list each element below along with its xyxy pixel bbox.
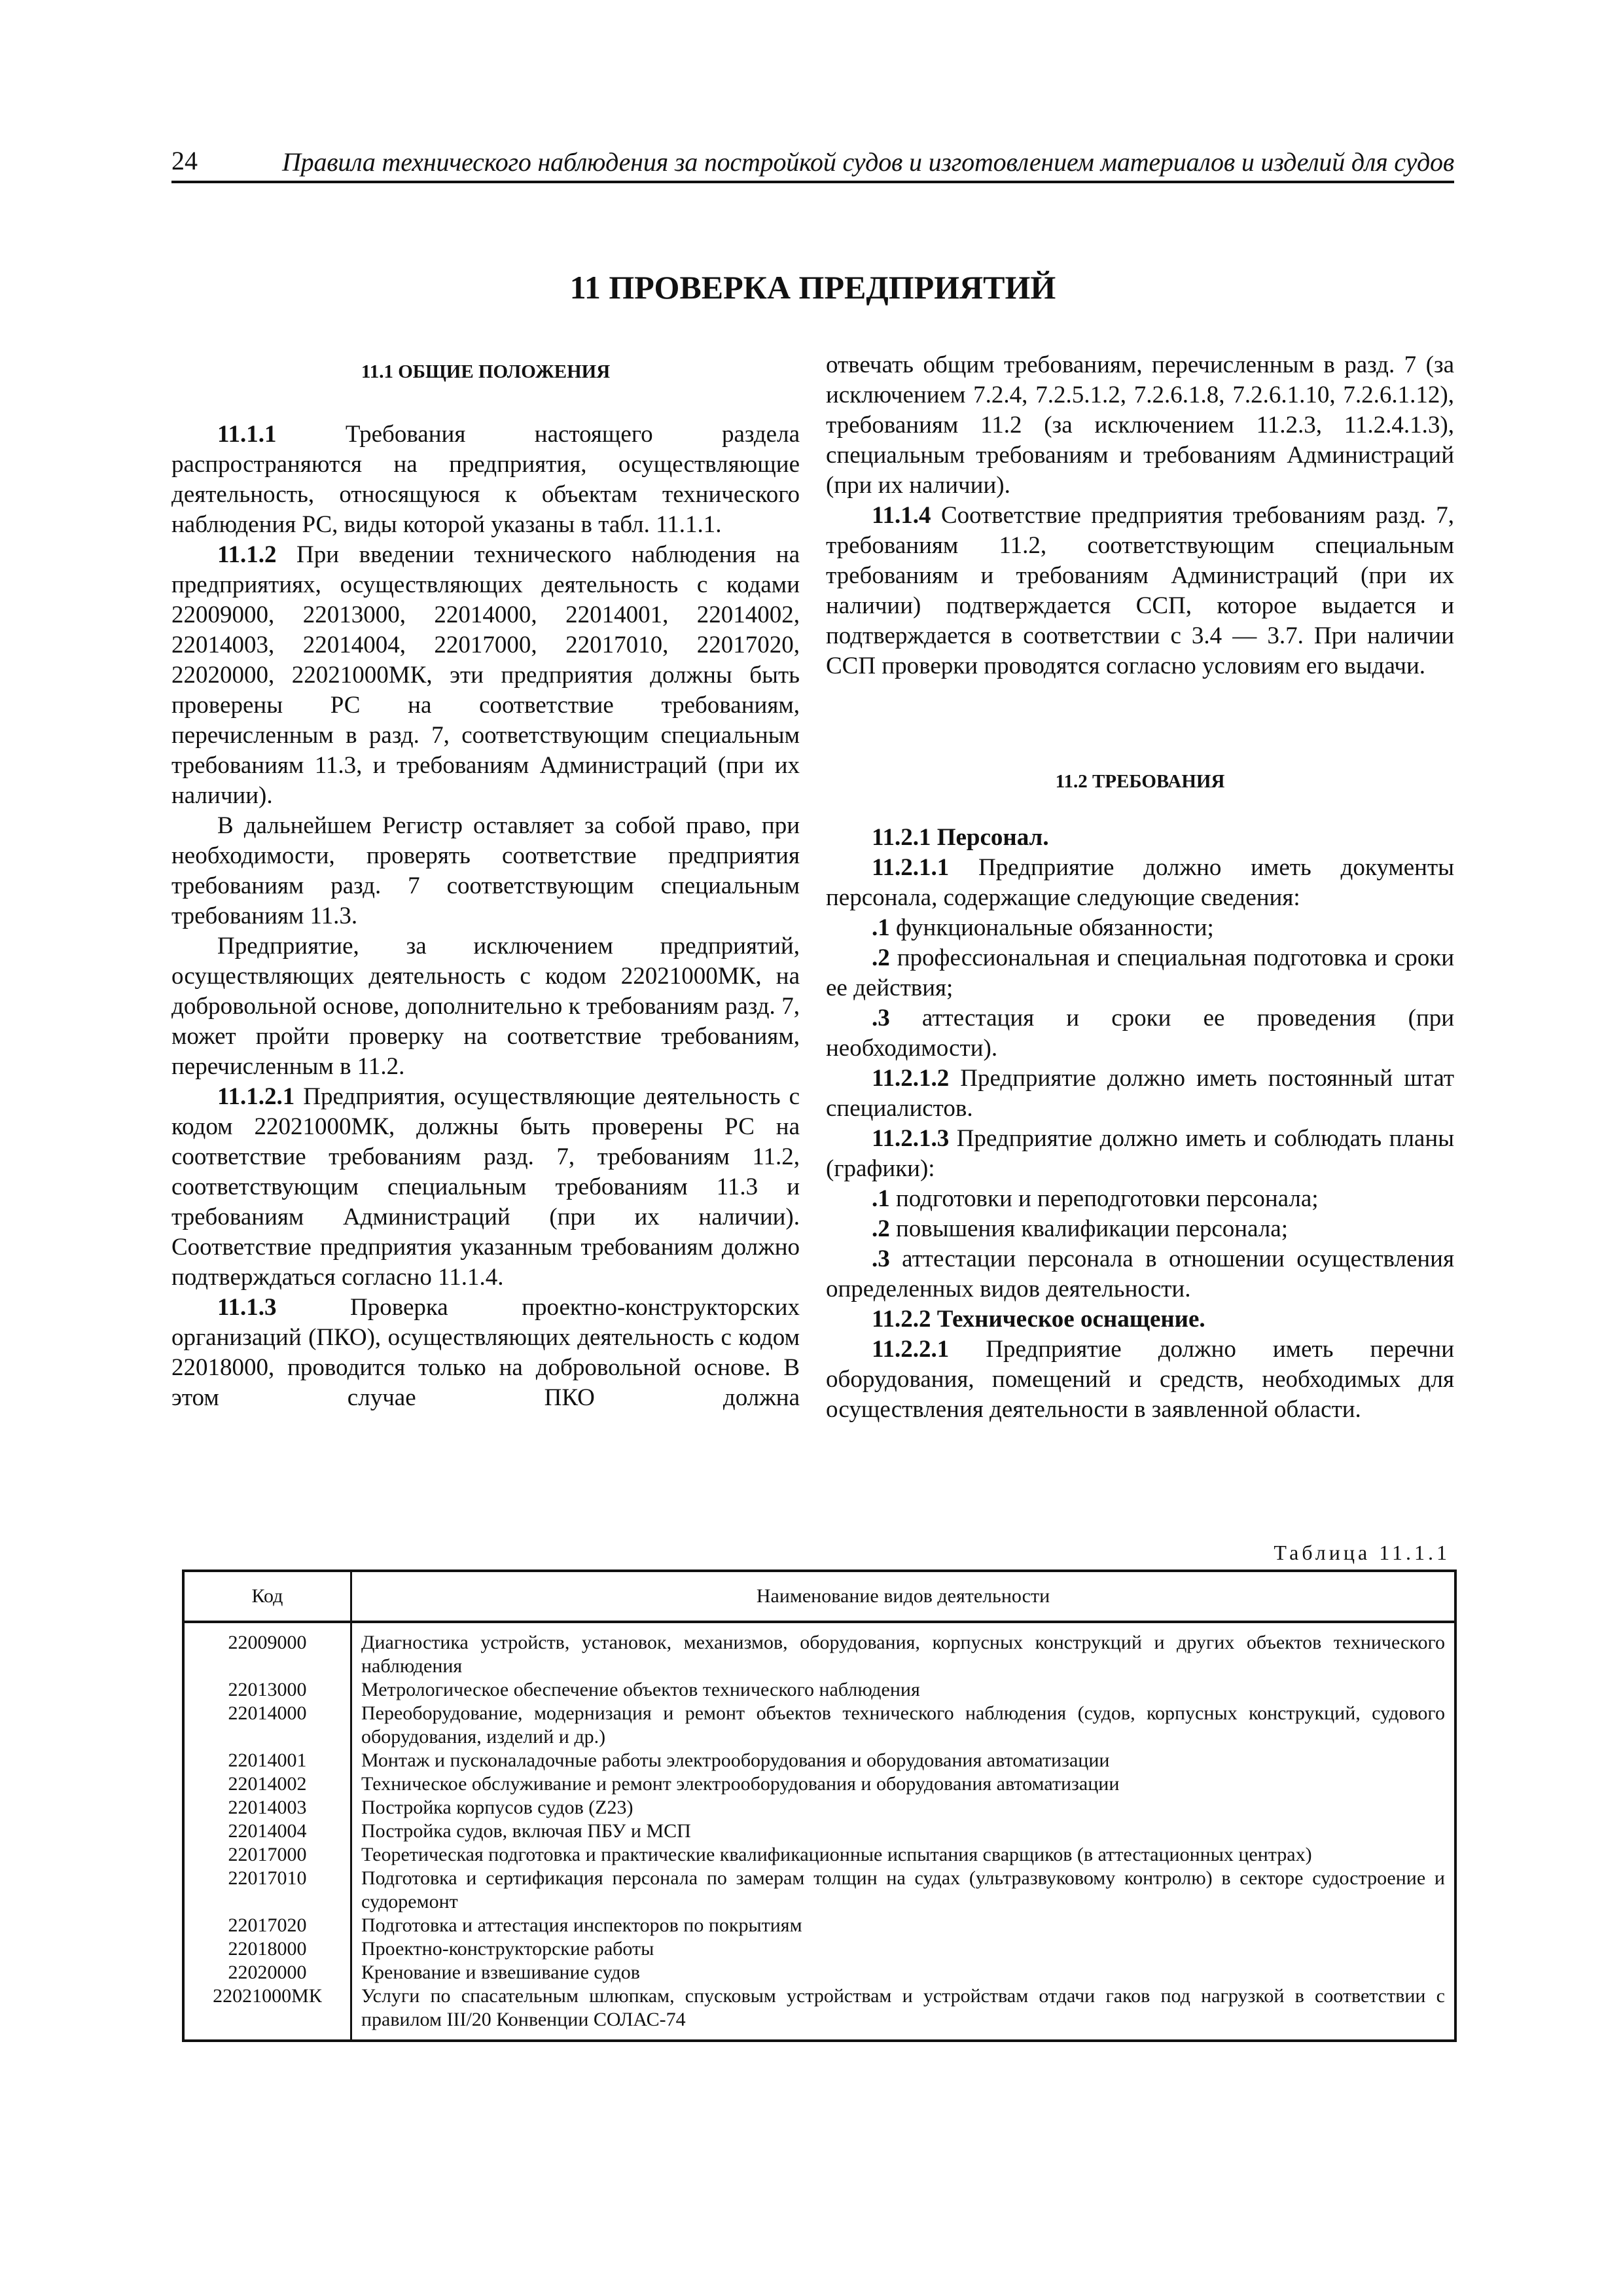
activity-code: 22014000 bbox=[183, 1702, 351, 1749]
activity-name: Подготовка и аттестация инспекторов по покрытиям bbox=[361, 1914, 802, 1936]
activity-name: Постройка судов, включая ПБУ и МСП bbox=[361, 1820, 691, 1842]
list-number: .1 bbox=[872, 914, 890, 941]
clause-number: 11.2.2.1 bbox=[872, 1336, 950, 1363]
list-number: .2 bbox=[872, 1215, 890, 1242]
paragraph-voluntary-check: Предприятие, за исключением предприятий, осуществляющих деятельность с кодом 22021000МК, на добровольной основе, дополнительно к требованиям разд. 7, может пройти проверку на соответствие требованиям, перечисленным в 11.2. bbox=[171, 933, 800, 1080]
activity-code: 22014003 bbox=[183, 1796, 351, 1820]
clause-number: 11.1.2 bbox=[217, 541, 277, 568]
activity-code: 22018000 bbox=[183, 1937, 351, 1961]
list-item bbox=[826, 1214, 1454, 1244]
list-item bbox=[826, 1003, 1454, 1064]
right-column bbox=[826, 350, 1454, 1425]
paragraph-11-1-4 bbox=[826, 501, 1454, 681]
activity-codes-table bbox=[182, 1570, 1457, 2042]
paragraph-register-right: В дальнейшем Регистр оставляет за собой право, при необходимости, проверять соответствие предприятия требованиям разд. 7 соответствующим специальным требованиям 11.3. bbox=[171, 812, 800, 929]
heading-personnel: 11.2.1 Персонал. bbox=[872, 824, 1049, 851]
table-row bbox=[183, 1984, 1455, 2041]
activity-code: 22014001 bbox=[183, 1749, 351, 1772]
table-row bbox=[183, 1937, 1455, 1961]
clause-text: Предприятие должно иметь документы персонала, содержащие следующие сведения: bbox=[826, 854, 1454, 911]
clause-text: Предприятие должно иметь перечни оборудования, помещений и средств, необходимых для осуществления деятельности в заявленной области. bbox=[826, 1336, 1454, 1423]
heading-technical-equipment: 11.2.2 Техническое оснащение. bbox=[872, 1306, 1205, 1333]
list-number: .2 bbox=[872, 944, 890, 971]
list-text: аттестация и сроки ее проведения (при необходимости). bbox=[826, 1005, 1454, 1062]
clause-number: 11.2.1.1 bbox=[872, 854, 950, 881]
activity-name: Теоретическая подготовка и практические квалификационные испытания сварщиков (в аттестационных центрах) bbox=[361, 1844, 1312, 1865]
paragraph-11-1-2-1 bbox=[171, 1082, 800, 1293]
subsection-title-general: 11.1 ОБЩИЕ ПОЛОЖЕНИЯ bbox=[361, 361, 611, 382]
paragraph-11-2-1-1 bbox=[826, 853, 1454, 913]
table-row bbox=[183, 1843, 1455, 1867]
list-item bbox=[826, 1244, 1454, 1304]
clause-number: 11.1.3 bbox=[217, 1294, 277, 1321]
table-caption: Таблица 11.1.1 bbox=[1274, 1541, 1450, 1564]
activity-name: Постройка корпусов судов (Z23) bbox=[361, 1797, 633, 1818]
activity-name: Техническое обслуживание и ремонт электрооборудования и оборудования автоматизации bbox=[361, 1773, 1120, 1795]
clause-text: При введении технического наблюдения на предприятиях, осуществляющих деятельность с кодами 22009000, 22013000, 22014000, 22014001, 22014002, 22014003, 22014004, 22017000, 22017010, 22017020, 22020000, 22021000МК, эти предприятия должны быть проверены РС на соответствие требованиям, перечисленным в разд. 7, соответствующим специальным требованиям 11.3, и требованиям Администраций (при их наличии). bbox=[171, 541, 800, 809]
activity-name: Монтаж и пусконаладочные работы электрооборудования и оборудования автоматизации bbox=[361, 1749, 1110, 1771]
activity-code: 22020000 bbox=[183, 1961, 351, 1984]
page-number: 24 bbox=[171, 146, 198, 175]
activity-code: 22017020 bbox=[183, 1914, 351, 1937]
list-item bbox=[826, 1184, 1454, 1214]
activity-name: Услуги по спасательным шлюпкам, спусковым устройствам и устройствам отдачи гаков под нагрузкой в соответствии с правилом III/20 Конвенции СОЛАС-74 bbox=[361, 1985, 1445, 2030]
table-row bbox=[183, 1867, 1455, 1914]
page-header bbox=[171, 145, 1454, 183]
clause-number: 11.2.1.2 bbox=[872, 1065, 950, 1092]
paragraph-11-1-3 bbox=[171, 1293, 800, 1413]
column-header-code: Код bbox=[183, 1571, 351, 1622]
paragraph-11-2-1-3 bbox=[826, 1124, 1454, 1184]
clause-text: Проверка проектно-конструкторских организаций (ПКО), осуществляющих деятельность с кодом 22018000, проводится только на добровольной основе. В этом случае ПКО должна bbox=[171, 1294, 800, 1411]
paragraph-11-2-1-2 bbox=[826, 1064, 1454, 1124]
activity-code: 22014004 bbox=[183, 1820, 351, 1843]
clause-number: 11.1.4 bbox=[872, 502, 931, 529]
list-number: .3 bbox=[872, 1005, 890, 1031]
paragraph-11-2-2-1 bbox=[826, 1335, 1454, 1425]
activity-code: 22017000 bbox=[183, 1843, 351, 1867]
clause-text: Соответствие предприятия требованиям разд. 7, требованиям 11.2, соответствующим специальным требованиям и требованиям Администраций (при их наличии) подтверждается ССП, которое выдается и подтверждается в соответствии с 3.4 — 3.7. При наличии ССП проверки проводятся согласно условиям его выдачи. bbox=[826, 502, 1454, 679]
list-item bbox=[826, 913, 1454, 943]
clause-number: 11.1.1 bbox=[217, 421, 277, 448]
table-row bbox=[183, 1914, 1455, 1937]
activity-name: Подготовка и сертификация персонала по замерам толщин на судах (ультразвуковому контролю) в секторе судостроение и судоремонт bbox=[361, 1867, 1445, 1912]
clause-number: 11.2.1.3 bbox=[872, 1125, 950, 1152]
list-number: .3 bbox=[872, 1246, 890, 1272]
clause-text: Предприятие должно иметь и соблюдать планы (графики): bbox=[826, 1125, 1454, 1182]
activity-code: 22009000 bbox=[183, 1622, 351, 1678]
table-row bbox=[183, 1796, 1455, 1820]
table-row bbox=[183, 1749, 1455, 1772]
subsection-title-requirements: 11.2 ТРЕБОВАНИЯ bbox=[1055, 771, 1225, 792]
list-text: подготовки и переподготовки персонала; bbox=[889, 1185, 1319, 1212]
paragraph-11-1-3-continued: отвечать общим требованиям, перечисленным в разд. 7 (за исключением 7.2.4, 7.2.5.1.2, 7.2.6.1.8, 7.2.6.1.10, 7.2.6.1.12), требованиям 11.2 (за исключением 11.2.3, 11.2.4.1.3), специальным требованиям и требованиям Администраций (при их наличии). bbox=[826, 351, 1454, 499]
activity-name: Диагностика устройств, установок, механизмов, оборудования, корпусных конструкций и других объектов технического наблюдения bbox=[361, 1632, 1445, 1677]
list-item bbox=[826, 943, 1454, 1003]
list-text: аттестации персонала в отношении осуществления определенных видов деятельности. bbox=[826, 1246, 1454, 1302]
section-title: 11 ПРОВЕРКА ПРЕДПРИЯТИЙ bbox=[569, 269, 1056, 306]
activity-code: 22021000МК bbox=[183, 1984, 351, 2041]
activity-name: Метрологическое обеспечение объектов технического наблюдения bbox=[361, 1679, 920, 1700]
table-row bbox=[183, 1622, 1455, 1678]
clause-text: Предприятие должно иметь постоянный штат специалистов. bbox=[826, 1065, 1454, 1122]
left-column bbox=[171, 350, 800, 1413]
activity-code: 22013000 bbox=[183, 1678, 351, 1702]
table-row bbox=[183, 1961, 1455, 1984]
table-row bbox=[183, 1820, 1455, 1843]
paragraph-11-1-1 bbox=[171, 420, 800, 540]
activity-name: Проектно-конструкторские работы bbox=[361, 1938, 654, 1960]
table-header-row bbox=[183, 1571, 1455, 1622]
list-text: профессиональная и специальная подготовка и сроки ее действия; bbox=[826, 944, 1454, 1001]
activity-name: Переоборудование, модернизация и ремонт объектов технического наблюдения (судов, корпусных конструкций, судового оборудования, изделий и др.) bbox=[361, 1702, 1445, 1748]
activity-code: 22014002 bbox=[183, 1772, 351, 1796]
paragraph-11-1-2 bbox=[171, 540, 800, 811]
list-text: повышения квалификации персонала; bbox=[889, 1215, 1289, 1242]
clause-text: Предприятия, осуществляющие деятельность с кодом 22021000МК, должны быть проверены РС на соответствие требованиям разд. 7, требованиям 11.2, соответствующим специальным требованиям 11.3 и требованиям Администраций (при их наличии). Соответствие предприятия указанным требованиям должно подтверждаться согласно 11.1.4. bbox=[171, 1083, 800, 1291]
table-row bbox=[183, 1772, 1455, 1796]
list-text: функциональные обязанности; bbox=[889, 914, 1214, 941]
list-number: .1 bbox=[872, 1185, 890, 1212]
clause-number: 11.1.2.1 bbox=[217, 1083, 295, 1110]
column-header-activity: Наименование видов деятельности bbox=[351, 1571, 1456, 1622]
table-row bbox=[183, 1702, 1455, 1749]
activity-code: 22017010 bbox=[183, 1867, 351, 1914]
table-row bbox=[183, 1678, 1455, 1702]
activity-name: Кренование и взвешивание судов bbox=[361, 1962, 640, 1983]
clause-text: Требования настоящего раздела распространяются на предприятия, осуществляющие деятельность, относящуюся к объектам технического наблюдения РС, виды которой указаны в табл. 11.1.1. bbox=[171, 421, 800, 538]
running-title: Правила технического наблюдения за постройкой судов и изготовлением материалов и изделий для судов bbox=[281, 147, 1454, 177]
